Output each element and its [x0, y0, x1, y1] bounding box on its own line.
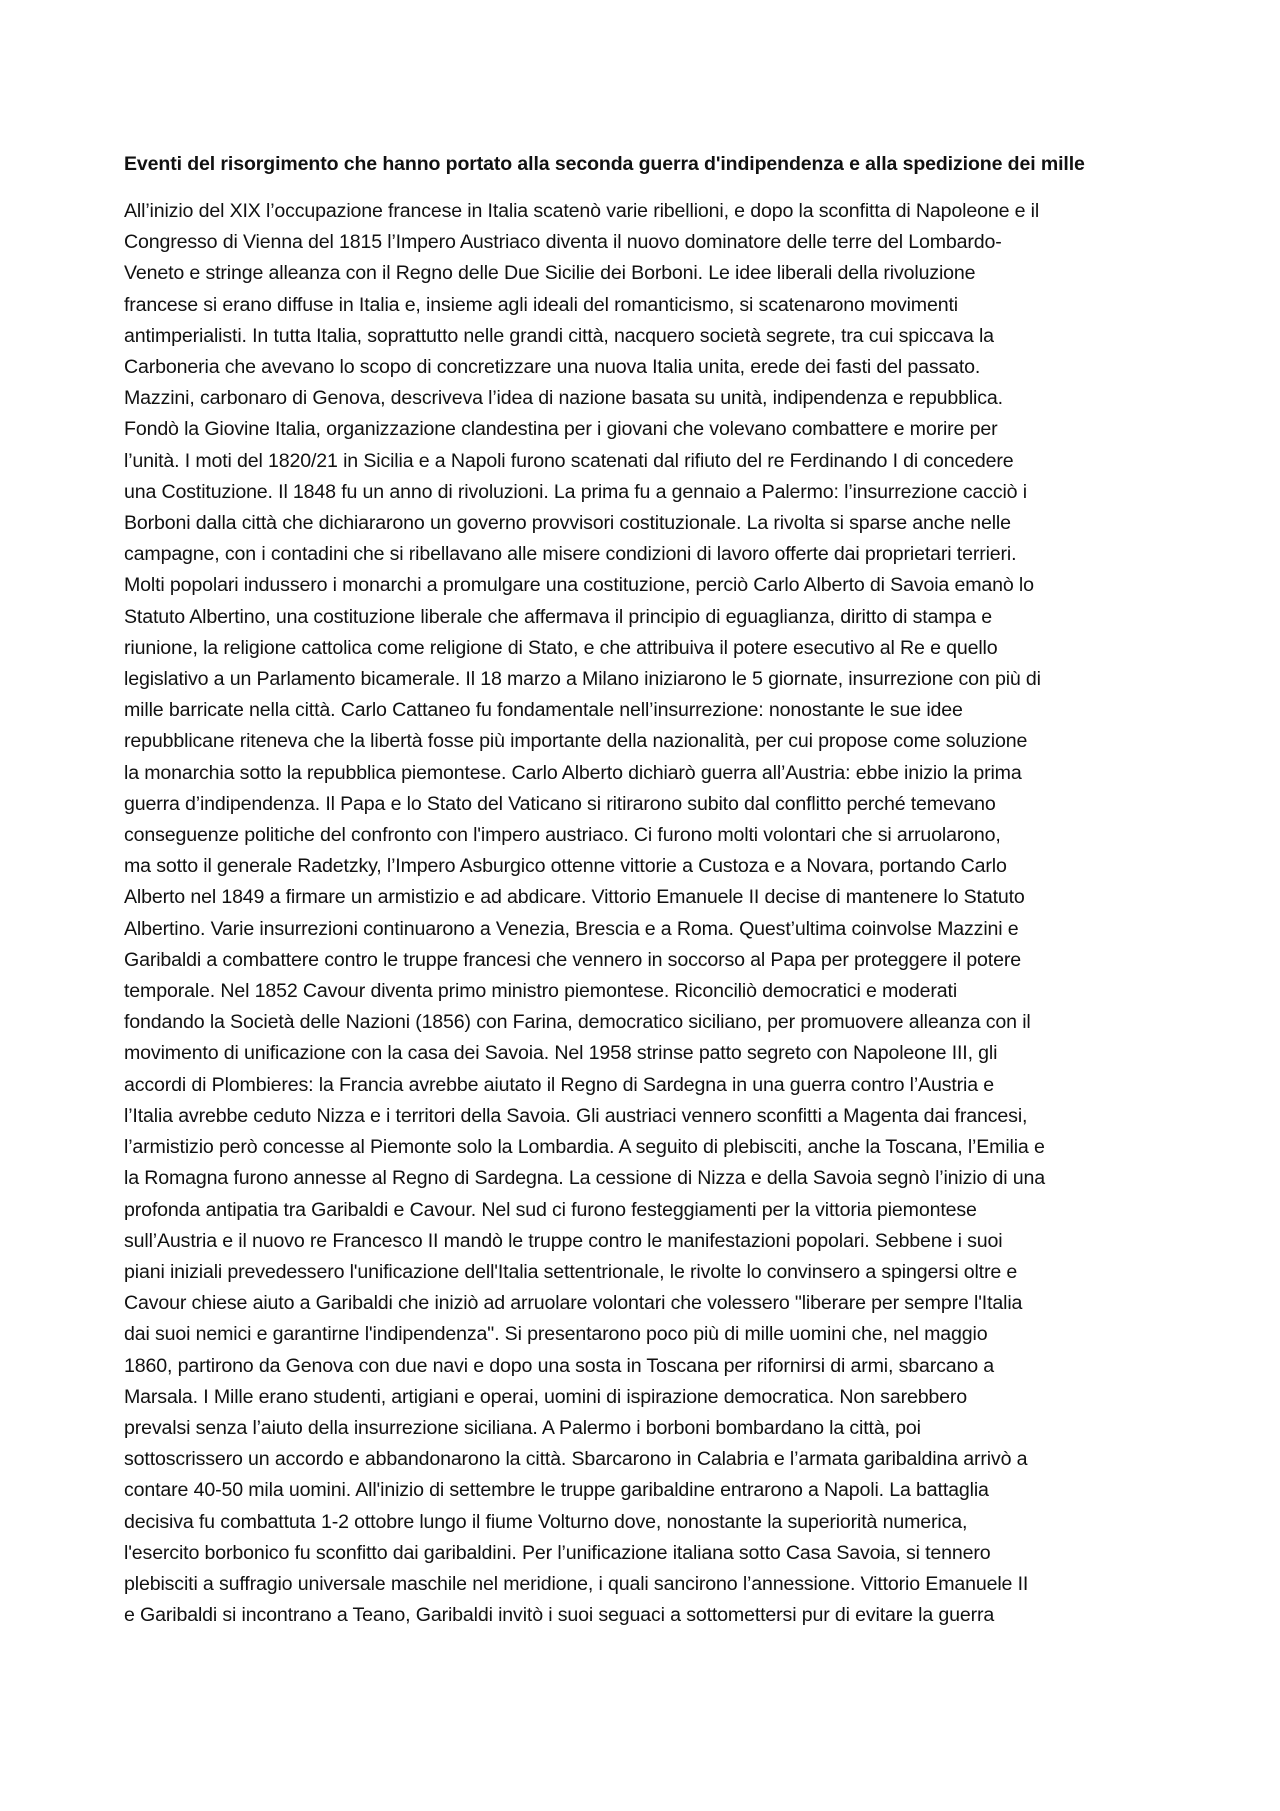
body-text-line: plebisciti a suffragio universale maschile nel meridione, i quali sancirono l’annessione. Vittorio Emanuele II — [124, 1572, 1029, 1595]
body-text-line: Marsala. I Mille erano studenti, artigiani e operai, uomini di ispirazione democratica. Non sarebbero — [124, 1385, 968, 1408]
body-text-line: l’armistizio però concesse al Piemonte solo la Lombardia. A seguito di plebisciti, anche la Toscana, l’Emilia e — [124, 1136, 1045, 1159]
body-text-line: sottoscrissero un accordo e abbandonarono la città. Sbarcarono in Calabria e l’armata garibaldina arrivò a — [124, 1448, 1028, 1471]
body-text-line: Albertino. Varie insurrezioni continuarono a Venezia, Brescia e a Roma. Quest’ultima coinvolse Mazzini e — [124, 917, 1019, 940]
body-text-line: repubblicane riteneva che la libertà fosse più importante della nazionalità, per cui propose come soluzione — [124, 730, 1028, 753]
body-text-line: temporale. Nel 1852 Cavour diventa primo ministro piemontese. Riconciliò democratici e moderati — [124, 980, 958, 1003]
body-text-line: prevalsi senza l’aiuto della insurrezione siciliana. A Palermo i borboni bombardano la città, poi — [124, 1416, 921, 1439]
body-text-line: guerra d’indipendenza. Il Papa e lo Stato del Vaticano si ritirarono subito dal conflitto perché temevano — [124, 792, 996, 815]
body-text-line: Molti popolari indussero i monarchi a promulgare una costituzione, perciò Carlo Alberto di Savoia emanò lo — [124, 574, 1034, 597]
body-text-line: mille barricate nella città. Carlo Cattaneo fu fondamentale nell’insurrezione: nonostante le sue idee — [124, 699, 963, 722]
body-text-line: la monarchia sotto la repubblica piemontese. Carlo Alberto dichiarò guerra all’Austria: ebbe inizio la prima — [124, 761, 1022, 784]
body-text-line: antimperialisti. In tutta Italia, soprattutto nelle grandi città, nacquero società segrete, tra cui spiccava la — [124, 324, 994, 347]
body-text-line: Cavour chiese aiuto a Garibaldi che iniziò ad arruolare volontari che volessero "liberare per sempre l'Italia — [124, 1292, 1023, 1315]
document-title: Eventi del risorgimento che hanno portato alla seconda guerra d'indipendenza e alla spedizione dei mille — [124, 153, 1085, 175]
body-text-line: conseguenze politiche del confronto con l'impero austriaco. Ci furono molti volontari che si arruolarono, — [124, 824, 1001, 847]
body-text-line: piani iniziali prevedessero l'unificazione dell'Italia settentrionale, le rivolte lo convinsero a spingersi oltre e — [124, 1260, 1018, 1283]
body-text-line: l'esercito borbonico fu sconfitto dai garibaldini. Per l’unificazione italiana sotto Casa Savoia, si tennero — [124, 1541, 991, 1564]
body-text-line: Fondò la Giovine Italia, organizzazione clandestina per i giovani che volevano combattere e morire per — [124, 418, 998, 441]
body-text-line: l’unità. I moti del 1820/21 in Sicilia e a Napoli furono scatenati dal rifiuto del re Ferdinando I di concedere — [124, 449, 1014, 472]
body-text-line: Veneto e stringe alleanza con il Regno delle Due Sicilie dei Borboni. Le idee liberali della rivoluzione — [124, 262, 976, 285]
body-text-line: Alberto nel 1849 a firmare un armistizio e ad abdicare. Vittorio Emanuele II decise di mantenere lo Statuto — [124, 886, 1025, 909]
body-text-line: l’Italia avrebbe ceduto Nizza e i territori della Savoia. Gli austriaci vennero sconfitti a Magenta dai francesi, — [124, 1104, 1028, 1127]
body-text-line: decisiva fu combattuta 1-2 ottobre lungo il fiume Volturno dove, nonostante la superiorità numerica, — [124, 1510, 968, 1533]
body-text-line: Statuto Albertino, una costituzione liberale che affermava il principio di eguaglianza, diritto di stampa e — [124, 605, 993, 628]
body-text-line: sull’Austria e il nuovo re Francesco II mandò le truppe contro le manifestazioni popolari. Sebbene i suoi — [124, 1229, 1003, 1252]
body-text-line: ma sotto il generale Radetzky, l’Impero Asburgico ottenne vittorie a Custoza e a Novara, portando Carlo — [124, 855, 1007, 878]
body-text-line: Mazzini, carbonaro di Genova, descriveva l’idea di nazione basata su unità, indipendenza e repubblica. — [124, 387, 1003, 410]
body-text-line: riunione, la religione cattolica come religione di Stato, e che attribuiva il potere esecutivo al Re e quello — [124, 636, 998, 659]
body-text-line: Congresso di Vienna del 1815 l’Impero Austriaco diventa il nuovo dominatore delle terre del Lombardo- — [124, 231, 1002, 254]
body-text-line: dai suoi nemici e garantirne l'indipendenza". Si presentarono poco più di mille uomini che, nel maggio — [124, 1323, 988, 1346]
body-text-line: profonda antipatia tra Garibaldi e Cavour. Nel sud ci furono festeggiamenti per la vittoria piemontese — [124, 1198, 977, 1221]
body-text-line: una Costituzione. Il 1848 fu un anno di rivoluzioni. La prima fu a gennaio a Palermo: l’insurrezione cacciò i — [124, 480, 1027, 503]
body-text-line: accordi di Plombieres: la Francia avrebbe aiutato il Regno di Sardegna in una guerra contro l’Austria e — [124, 1073, 995, 1096]
body-text-line: e Garibaldi si incontrano a Teano, Garibaldi invitò i suoi seguaci a sottomettersi pur di evitare la guerra — [124, 1604, 995, 1627]
body-text-line: contare 40-50 mila uomini. All'inizio di settembre le truppe garibaldine entrarono a Napoli. La battaglia — [124, 1479, 989, 1502]
body-text-line: Carboneria che avevano lo scopo di concretizzare una nuova Italia unita, erede dei fasti del passato. — [124, 356, 981, 379]
document-page — [124, 150, 1164, 1631]
body-text-line: la Romagna furono annesse al Regno di Sardegna. La cessione di Nizza e della Savoia segnò l’inizio di una — [124, 1167, 1046, 1190]
document-body — [124, 196, 1164, 1631]
body-text-line: Borboni dalla città che dichiararono un governo provvisori costituzionale. La rivolta si sparse anche nelle — [124, 512, 1011, 535]
body-text-line: Garibaldi a combattere contro le truppe francesi che vennero in soccorso al Papa per proteggere il potere — [124, 948, 1021, 971]
body-text-line: legislativo a un Parlamento bicamerale. Il 18 marzo a Milano iniziarono le 5 giornate, insurrezione con più di — [124, 668, 1041, 691]
body-text-line: campagne, con i contadini che si ribellavano alle misere condizioni di lavoro offerte dai proprietari terrieri. — [124, 543, 1017, 566]
body-text-line: fondando la Società delle Nazioni (1856) con Farina, democratico siciliano, per promuovere alleanza con il — [124, 1011, 1031, 1034]
body-text-line: movimento di unificazione con la casa dei Savoia. Nel 1958 strinse patto segreto con Napoleone III, gli — [124, 1042, 998, 1065]
body-text-line: 1860, partirono da Genova con due navi e dopo una sosta in Toscana per rifornirsi di armi, sbarcano a — [124, 1354, 995, 1377]
body-text-line: francese si erano diffuse in Italia e, insieme agli ideali del romanticismo, si scatenarono movimenti — [124, 293, 958, 316]
body-text-line: All’inizio del XIX l’occupazione francese in Italia scatenò varie ribellioni, e dopo la sconfitta di Napoleone e il — [124, 200, 1040, 222]
